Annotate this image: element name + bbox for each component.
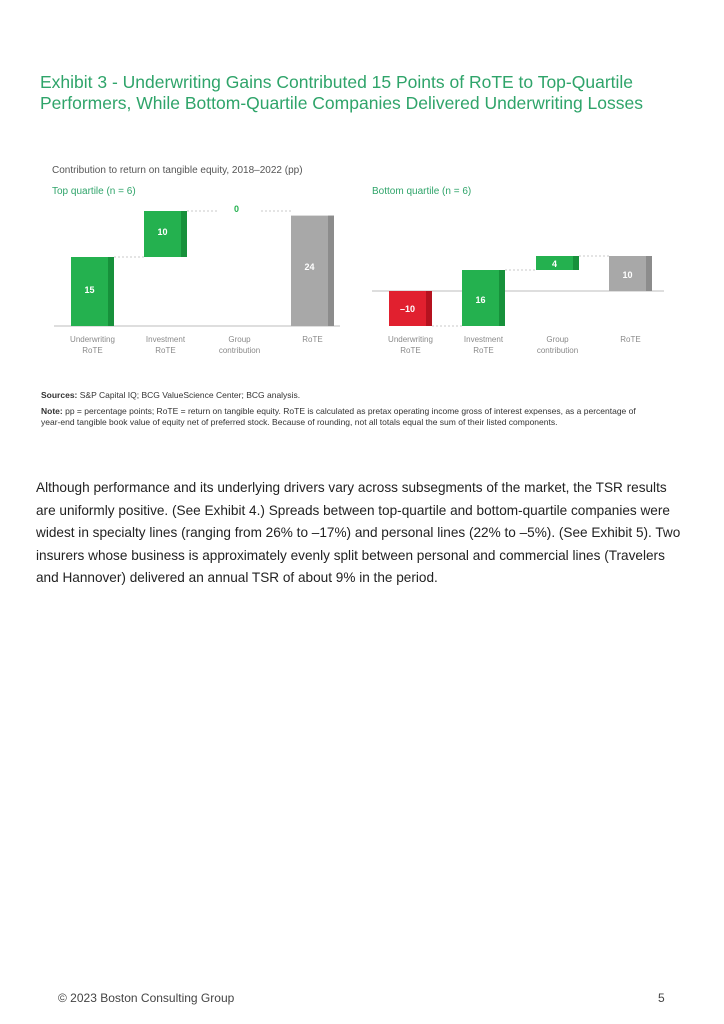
bottom-bar-edge-0 bbox=[426, 291, 432, 326]
top-value-label-1: 10 bbox=[157, 227, 168, 237]
bottom-value-label-1: 16 bbox=[475, 295, 486, 305]
chart-subtitle: Contribution to return on tangible equity, 2018–2022 (pp) bbox=[52, 165, 303, 176]
top-bar-edge-3 bbox=[328, 216, 334, 326]
bottom-value-label-3: 10 bbox=[622, 270, 633, 280]
bottom-bar-2 bbox=[536, 256, 579, 270]
sources-text: S&P Capital IQ; BCG ValueScience Center; BCG analysis. bbox=[79, 390, 301, 400]
bottom-category-label-0: Underwriting RoTE bbox=[388, 335, 433, 355]
top-category-label-3: RoTE bbox=[302, 335, 323, 344]
bottom-value-label-0: –10 bbox=[399, 304, 416, 314]
bottom-quartile-label: Bottom quartile (n = 6) bbox=[372, 186, 472, 197]
top-category-label-2: Group contribution bbox=[218, 335, 261, 355]
bottom-quartile-chart bbox=[360, 200, 680, 370]
bottom-category-label-1: Investment RoTE bbox=[463, 335, 504, 355]
exhibit-title: Exhibit 3 - Underwriting Gains Contributed 15 Points of RoTE to Top-Quartile Performers, While Bottom-Quartile Companies Delivered Underwriting Losses bbox=[40, 72, 643, 113]
bottom-category-label-3: RoTE bbox=[620, 335, 641, 344]
note-block bbox=[41, 406, 641, 427]
copyright-footer: © 2023 Boston Consulting Group bbox=[58, 991, 235, 1005]
bottom-bar-edge-2 bbox=[573, 256, 579, 270]
note-label: Note: bbox=[41, 406, 63, 416]
top-value-label-3: 24 bbox=[304, 262, 315, 272]
sources-label: Sources: bbox=[41, 390, 78, 400]
top-value-label-0: 15 bbox=[84, 285, 95, 295]
top-quartile-chart bbox=[40, 200, 340, 370]
top-quartile-label: Top quartile (n = 6) bbox=[52, 186, 136, 197]
body-paragraph: Although performance and its underlying drivers vary across subsegments of the market, the TSR results are uniformly positive. (See Exhibit 4.) Spreads between top-quartile and bottom-quartile companies were widest in specialty lines (ranging from 26% to –17%) and personal lines (22% to –5%). (See Exhibit 5). Two insurers whose business is approximately evenly split between personal and commercial lines (Travelers and Hannover) delivered an annual TSR of about 9% in the period. bbox=[36, 480, 681, 585]
bottom-bar-edge-1 bbox=[499, 270, 505, 326]
top-bar-edge-0 bbox=[108, 257, 114, 326]
sources-line bbox=[41, 390, 300, 400]
bottom-category-label-2: Group contribution bbox=[536, 335, 579, 355]
top-category-label-0: Underwriting RoTE bbox=[70, 335, 115, 355]
bottom-bar-edge-3 bbox=[646, 256, 652, 291]
top-value-label-2: 0 bbox=[233, 204, 240, 214]
bottom-value-label-2: 4 bbox=[551, 259, 558, 269]
top-bar-edge-1 bbox=[181, 211, 187, 257]
top-category-label-1: Investment RoTE bbox=[145, 335, 186, 355]
page-number: 5 bbox=[658, 991, 665, 1005]
note-text: pp = percentage points; RoTE = return on tangible equity. RoTE is calculated as pretax operating income gross of interest expenses, as a percentage of year-end tangible book value of equity net of preferred stock. Because of rounding, not all totals equal the sum of their listed components. bbox=[41, 406, 636, 427]
